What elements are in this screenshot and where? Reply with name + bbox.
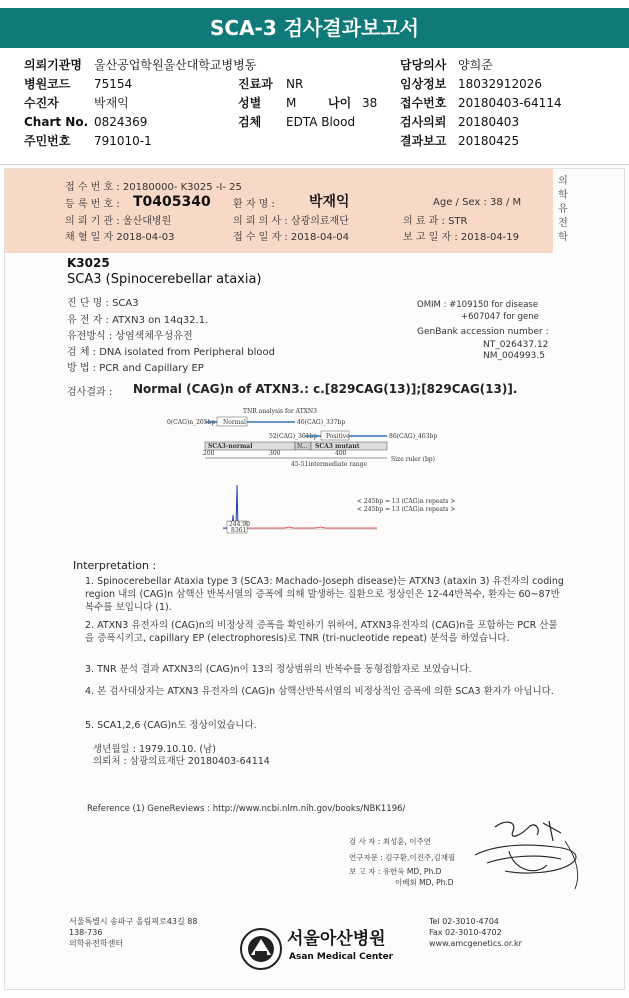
tnr-analysis-figure	[165, 407, 456, 535]
genbank-nt: NT_026437.12	[483, 340, 549, 350]
value-patient: 박재익	[94, 96, 129, 110]
requesting-doctor: 의 뢰 의 사 : 삼광의료재단	[233, 216, 349, 227]
registration-label: 등 록 번 호 :	[65, 199, 120, 210]
interp-5: 5. SCA1,2,6 (CAG)n도 정상이었습니다.	[85, 720, 257, 731]
address-line-3: 의학유전학센터	[69, 939, 124, 948]
hospital-name-korean: 서울아산병원	[287, 929, 386, 949]
interpretation-title: Interpretation :	[73, 559, 157, 572]
label-specimen: 검체	[238, 115, 262, 129]
requester-info: 의뢰처 : 삼광의료재단 20180403-64114	[93, 756, 270, 767]
label-resident-no: 주민번호	[24, 134, 71, 148]
test-title: SCA3 (Spinocerebellar ataxia)	[67, 272, 262, 287]
label-sex: 성별	[238, 96, 262, 110]
fig-mid-right: 86(CAG)_463bp	[389, 433, 438, 440]
label-clinical-info: 임상정보	[400, 77, 447, 91]
telephone: Tel 02-3010-4704	[429, 917, 499, 926]
result-label: 검사결과 :	[67, 387, 113, 398]
label-dept: 진료과	[238, 77, 273, 91]
value-chart-no: 0824369	[94, 115, 148, 129]
label-patient: 수진자	[24, 96, 59, 110]
interp-2: 2. ATXN3 유전자의 (CAG)n의 비정상적 증폭을 확인하기 위하여, ATXN3유전자의 (CAG)n을 포함하는 PCR 산물을 증폭시키고, capillary EP (electrophoresis)로 TNR (tri-nucleotide repeat) 분석을 하였습니다.	[85, 620, 558, 644]
website: www.amcgenetics.or.kr	[429, 939, 522, 948]
fig-normal-text: Normal	[223, 419, 246, 426]
patient-name-label: 환 자 명 :	[233, 199, 275, 210]
specimen: 검 체 : DNA isolated from Peripheral blood	[67, 347, 275, 358]
result-value: Normal (CAG)n of ATXN3.: c.[829CAG(13)];[829CAG(13)].	[133, 382, 518, 396]
value-clinical-info: 18032912026	[458, 77, 542, 91]
fig-title: TNR analysis for ATXN3	[243, 408, 317, 415]
value-age: 38	[362, 96, 378, 110]
fig-tick-200: 200	[203, 450, 215, 457]
omim-gene: +607047 for gene	[461, 312, 539, 322]
scanned-report	[4, 168, 625, 990]
value-receipt-no: 20180403-64114	[458, 96, 562, 110]
interp-4: 4. 본 검사대상자는 ATXN3 유전자의 (CAG)n 삼핵산반복서열의 비정상적인 증폭에 의한 SCA3 환자가 아닙니다.	[85, 686, 554, 697]
researcher: 연구자문 : 김구환,이진주,김재필	[349, 853, 456, 862]
gene: 유 전 자 : ATXN3 on 14q32.1.	[67, 315, 209, 326]
address-line-2: 138-736	[69, 928, 103, 937]
fig-peak-size: 244.90	[229, 521, 250, 528]
address-line-1: 서울특별시 송파구 올림픽로43길 88	[69, 917, 198, 926]
fig-na-text: N...	[297, 443, 308, 450]
value-doctor: 양희준	[458, 58, 493, 72]
interp-3: 3. TNR 분석 결과 ATXN3의 (CAG)n이 13의 정상범위의 반복수를 동형접합자로 보였습니다.	[85, 664, 472, 675]
reporter-1: 보 고 자 : 유한욱 MD, Ph.D	[349, 867, 442, 876]
fig-normal-right: 46(CAG)_337bp	[297, 419, 346, 426]
fig-positive-text: Positive	[326, 433, 350, 440]
fig-sca3-mutant-text: SCA3 mutant	[315, 443, 360, 450]
genbank-nm: NM_004993.5	[483, 351, 545, 361]
value-resident-no: 791010-1	[94, 134, 152, 148]
fax: Fax 02-3010-4702	[429, 928, 502, 937]
label-age: 나이	[328, 96, 352, 110]
label-test-request: 검사의뢰	[400, 115, 447, 129]
age-sex: Age / Sex : 38 / M	[433, 197, 522, 208]
method: 방 법 : PCR and Capillary EP	[67, 363, 204, 374]
tester: 검 사 자 : 최성훈, 이주연	[349, 837, 432, 846]
value-sex: M	[286, 96, 297, 110]
receipt-number: 접 수 번 호 : 20180000- K3025 -I- 25	[65, 182, 242, 193]
value-hospital: 울산공업학원울산대학교병병동	[94, 58, 257, 72]
fig-noise	[245, 527, 377, 528]
label-chart-no: Chart No.	[24, 115, 89, 129]
fig-repeat-1: < 245bp = 13 (CAG)n repeats >	[357, 498, 456, 505]
label-result-report: 결과보고	[400, 134, 447, 148]
inheritance: 유전방식 : 상염색체우성유전	[67, 331, 193, 342]
label-doctor: 담당의사	[400, 58, 447, 72]
summary-col1	[24, 57, 256, 152]
fig-normal-left: 0(CAG)n_205bp	[167, 419, 216, 426]
value-specimen: EDTA Blood	[286, 115, 356, 129]
label-hospital-code: 병원코드	[24, 77, 71, 91]
label-hospital: 의뢰기관명	[24, 58, 82, 72]
value-result-report: 20180425	[458, 134, 520, 148]
summary-divider	[0, 164, 629, 165]
value-test-request: 20180403	[458, 115, 520, 129]
value-hospital-code: 75154	[94, 77, 133, 91]
interp-1: 1. Spinocerebellar Ataxia type 3 (SCA3: Machado-Joseph disease)는 ATXN3 (ataxin 3) 유전자의 coding region 내의 (CAG)n 삼핵산 반복서열의 증폭에 의해 발생하는 질환으로 정상인은 12-44반복수, 환자는 60~87반복수를 보입니다 (1).	[85, 576, 564, 613]
value-dept: NR	[286, 77, 304, 91]
fig-peak-height: 8361	[231, 527, 247, 534]
reference: Reference (1) GeneReviews : http://www.ncbi.nlm.nih.gov/books/NBK1196/	[87, 804, 406, 814]
summary-col2	[238, 76, 377, 133]
label-receipt-no: 접수번호	[400, 96, 447, 110]
fig-ruler-label: Size ruler (bp)	[391, 456, 435, 463]
reporter-2: 이베회 MD, Ph.D	[395, 878, 454, 887]
report-date: 보 고 일 자 : 2018-04-19	[403, 232, 520, 243]
birth-date: 생년월일 : 1979.10.10. (남)	[93, 744, 216, 755]
fig-tick-400: 400	[335, 450, 347, 457]
summary-col3	[400, 57, 562, 152]
fig-sca3-normal-text: SCA3-normal	[208, 443, 253, 450]
genbank-label: GenBank accession number :	[417, 327, 549, 337]
patient-name: 박재익	[309, 194, 350, 210]
omim-disease: OMIM : #109150 for disease	[417, 300, 539, 310]
requesting-hospital: 의 뢰 기 관 : 울산대병원	[65, 216, 172, 227]
registration-number: T0405340	[133, 194, 211, 210]
side-department-text: 의학유전학	[558, 176, 568, 243]
test-code: K3025	[67, 256, 110, 270]
fig-repeat-2: < 245bp = 13 (CAG)n repeats >	[357, 506, 456, 513]
fig-mid-left: 52(CAG)_361bp	[269, 433, 318, 440]
fig-tick-300: 300	[269, 450, 281, 457]
asan-foundation-seal-icon	[239, 927, 283, 971]
report-title: SCA-3 검사결과보고서	[0, 8, 629, 48]
diagnosis: 진 단 명 : SCA3	[67, 298, 139, 309]
hospital-name-english: Asan Medical Center	[289, 952, 394, 962]
fig-intermediate: 45-51intermediate range	[291, 461, 368, 468]
department: 의 료 과 : STR	[403, 216, 468, 227]
receive-date: 접 수 일 자 : 2018-04-04	[233, 232, 350, 243]
signature	[465, 815, 605, 895]
collection-date: 채 혈 일 자 2018-04-03	[65, 232, 175, 243]
